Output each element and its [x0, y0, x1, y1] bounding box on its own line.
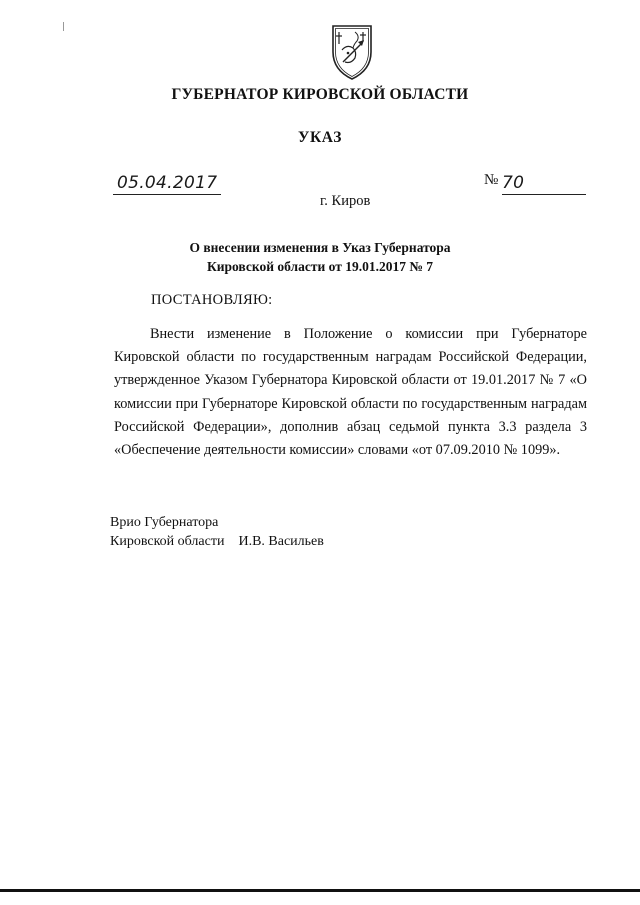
city: г. Киров: [320, 193, 371, 209]
decree-word: ПОСТАНОВЛЯЮ:: [151, 292, 273, 308]
number-field: [502, 170, 586, 195]
document-type: УКАЗ: [297, 129, 342, 146]
signatory-name: И.В. Васильев: [238, 534, 324, 549]
document-subject: [0, 238, 640, 276]
date-field: [113, 170, 221, 195]
signatory-position-line-2: Кировской области: [110, 534, 225, 549]
subject-line-2: Кировской области от 19.01.2017 № 7: [206, 259, 434, 274]
handwritten-date: 05.04.2017: [117, 173, 218, 193]
issuer-title: ГУБЕРНАТОР КИРОВСКОЙ ОБЛАСТИ: [171, 86, 469, 103]
subject-line-1: О внесении изменения в Указ Губернатора: [189, 240, 451, 255]
kirov-oblast-coat-of-arms-icon: [327, 22, 377, 82]
body-paragraph: Внести изменение в Положение о комиссии при Губернаторе Кировской области по государственным наградам Российской Федерации, утвержденное Указом Губернатора Кировской области от 19.01.2017 № 7 «О комиссии при Губернаторе Кировской области по государственным наградам Российской Федерации», дополнив абзац седьмой пункта 3.3 раздела 3 «Обеспечение деятельности комиссии» словами «от 07.09.2010 № 1099».: [114, 326, 587, 459]
number-label: №: [484, 172, 499, 188]
signatory-position-line-1: Врио Губернатора: [110, 515, 219, 530]
footer-rule: [0, 889, 640, 892]
scan-artifact: [63, 22, 64, 31]
handwritten-number: 70: [502, 173, 525, 193]
signature-block: [110, 513, 324, 551]
